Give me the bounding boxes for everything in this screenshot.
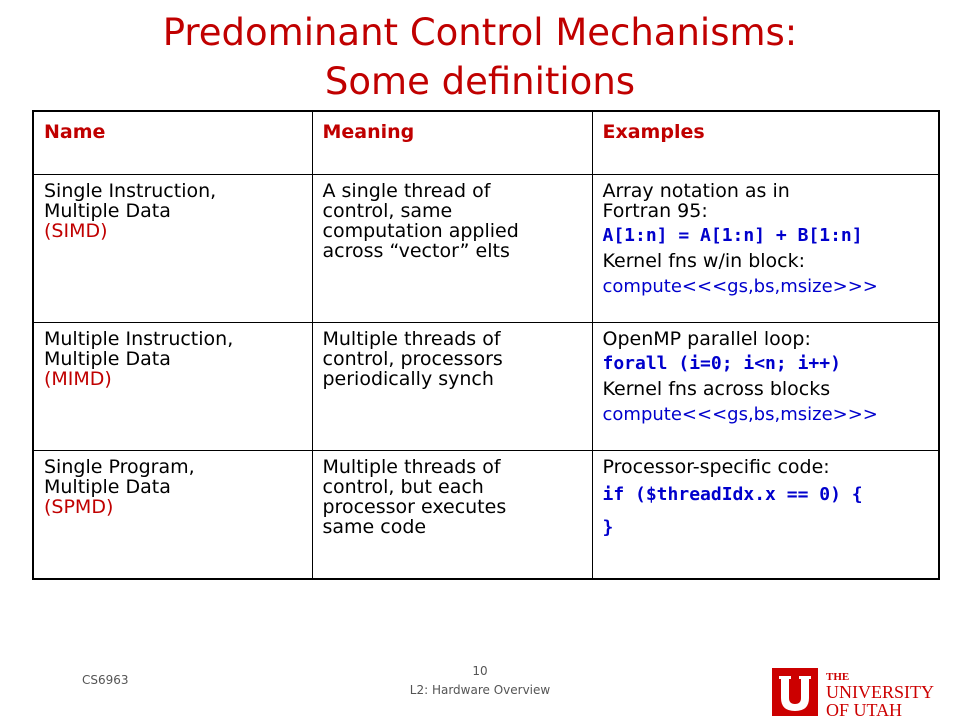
meaning-line: control, processors bbox=[322, 348, 503, 370]
title-line-1: Predominant Control Mechanisms: bbox=[162, 11, 798, 54]
header-examples: Examples bbox=[592, 111, 939, 175]
lecture-title: L2: Hardware Overview bbox=[409, 683, 551, 697]
table-row bbox=[33, 175, 939, 323]
meaning-line: computation applied bbox=[322, 220, 519, 242]
example-text: Array notation as in bbox=[602, 180, 790, 202]
meaning-line: control, but each bbox=[322, 476, 484, 498]
university-logo bbox=[772, 664, 958, 718]
meaning-line: processor executes bbox=[322, 496, 507, 518]
code-snippet: if ($threadIdx.x == 0) { bbox=[602, 484, 863, 505]
page-number: 10 bbox=[472, 664, 488, 678]
slide-title bbox=[0, 8, 960, 106]
abbreviation: (SPMD) bbox=[44, 496, 114, 518]
name-line: Multiple Data bbox=[44, 476, 171, 498]
table-header-row bbox=[33, 111, 939, 175]
meaning-line: across “vector” elts bbox=[322, 240, 510, 262]
example-text: Kernel fns across blocks bbox=[602, 378, 831, 400]
meaning-line: Multiple threads of bbox=[322, 456, 501, 478]
name-line: Single Instruction, bbox=[44, 180, 217, 202]
course-code: CS6963 bbox=[82, 673, 129, 687]
name-line: Multiple Data bbox=[44, 348, 171, 370]
header-meaning: Meaning bbox=[312, 111, 592, 175]
examples-cell bbox=[592, 451, 939, 580]
meaning-line: A single thread of bbox=[322, 180, 491, 202]
examples-cell bbox=[592, 323, 939, 451]
example-text: Fortran 95: bbox=[602, 200, 708, 222]
table-row bbox=[33, 451, 939, 580]
name-line: Multiple Data bbox=[44, 200, 171, 222]
kernel-call: compute<<<gs,bs,msize>>> bbox=[602, 276, 878, 297]
abbreviation: (SIMD) bbox=[44, 220, 108, 242]
example-text: Kernel fns w/in block: bbox=[602, 250, 806, 272]
meaning-cell bbox=[312, 451, 592, 580]
name-line: Single Program, bbox=[44, 456, 195, 478]
meaning-line: same code bbox=[322, 516, 427, 538]
meaning-line: Multiple threads of bbox=[322, 328, 501, 350]
logo-text-the: THE bbox=[826, 671, 850, 683]
meaning-cell bbox=[312, 175, 592, 323]
header-name: Name bbox=[33, 111, 312, 175]
name-cell bbox=[33, 175, 312, 323]
abbreviation: (MIMD) bbox=[44, 368, 112, 390]
title-line-2: Some definitions bbox=[324, 60, 636, 103]
name-line: Multiple Instruction, bbox=[44, 328, 234, 350]
examples-cell bbox=[592, 175, 939, 323]
meaning-cell bbox=[312, 323, 592, 451]
kernel-call: compute<<<gs,bs,msize>>> bbox=[602, 404, 878, 425]
logo-text-of-utah: OF UTAH bbox=[826, 700, 903, 718]
code-snippet: forall (i=0; i<n; i++) bbox=[602, 353, 841, 374]
example-text: OpenMP parallel loop: bbox=[602, 328, 811, 350]
definitions-table bbox=[32, 110, 940, 580]
code-snippet: } bbox=[602, 517, 614, 538]
meaning-line: periodically synch bbox=[322, 368, 494, 390]
table-row bbox=[33, 323, 939, 451]
logo-text-university: UNIVERSITY bbox=[826, 682, 934, 702]
meaning-line: control, same bbox=[322, 200, 453, 222]
name-cell bbox=[33, 323, 312, 451]
name-cell bbox=[33, 451, 312, 580]
code-snippet: A[1:n] = A[1:n] + B[1:n] bbox=[602, 225, 863, 246]
example-text: Processor-specific code: bbox=[602, 456, 830, 478]
